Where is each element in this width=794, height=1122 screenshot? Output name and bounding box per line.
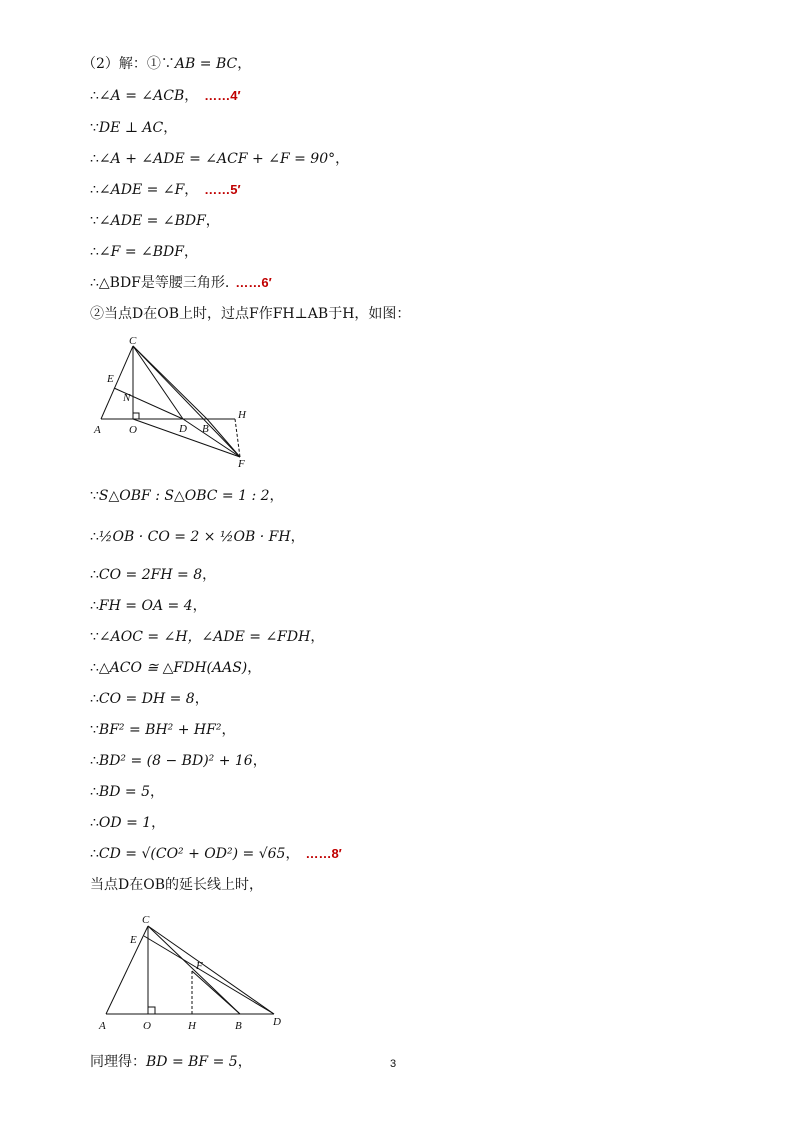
point-label: H [238, 409, 246, 421]
line-15: ∴△ACO ≅ △FDH(AAS)， [90, 660, 262, 676]
figure-1-labels [93, 335, 247, 470]
point-label: A [99, 1020, 106, 1032]
line-6: ∵∠ADE = ∠BDF， [90, 213, 220, 229]
point-label: D [179, 423, 187, 435]
line-17: ∵BF² = BH² + HF²， [90, 722, 236, 738]
line-13: ∴FH = OA = 4， [90, 598, 207, 614]
line-16: ∴CO = DH = 8， [90, 691, 209, 707]
line-21: ∴CD = √(CO² + OD²) = √65， ……8′ [90, 846, 342, 862]
score-mark: ……5′ [204, 182, 241, 197]
line-12: ∴CO = 2FH = 8， [90, 567, 217, 583]
point-label: H [188, 1020, 196, 1032]
line-4: ∴∠A + ∠ADE = ∠ACF + ∠F = 90°， [90, 151, 350, 167]
point-label: O [143, 1020, 151, 1032]
line-8: ∴△BDF是等腰三角形. ……6′ [90, 275, 272, 291]
line-5: ∴∠ADE = ∠F， ……5′ [90, 182, 241, 198]
point-label: B [235, 1020, 242, 1032]
page-number: 3 [390, 1058, 397, 1070]
line-7: ∴∠F = ∠BDF， [90, 244, 198, 260]
line-11: ∴½OB · CO = 2 × ½OB · FH， [90, 529, 305, 545]
line-20: ∴OD = 1， [90, 815, 166, 831]
geometry-figure-1 [85, 335, 265, 470]
point-label: E [107, 373, 114, 385]
line-3: ∵DE ⊥ AC， [90, 120, 178, 136]
score-mark: ……8′ [305, 846, 342, 861]
point-label: A [94, 424, 101, 436]
point-label: O [129, 424, 137, 436]
line-1: （2）解：①∵AB = BC， [82, 56, 252, 72]
score-mark: ……4′ [204, 88, 241, 103]
line-22: 当点D在OB的延长线上时， [90, 877, 263, 893]
point-label: C [142, 914, 150, 926]
point-label: B [202, 423, 209, 435]
score-mark: ……6′ [235, 275, 272, 290]
line-2: ∴∠A = ∠ACB， ……4′ [90, 88, 241, 104]
line-9: ②当点D在OB上时，过点F作FH⊥AB于H，如图： [90, 306, 411, 322]
line-18: ∴BD² = (8 − BD)² + 16， [90, 753, 267, 769]
point-label: D [273, 1016, 281, 1028]
point-label: F [196, 960, 203, 972]
line-14: ∵∠AOC = ∠H，∠ADE = ∠FDH， [90, 629, 325, 645]
point-label: E [130, 934, 137, 946]
point-label: N [123, 392, 131, 404]
point-label: F [238, 458, 245, 470]
line-23: 同理得：BD = BF = 5， [90, 1054, 252, 1070]
line-19: ∴BD = 5， [90, 784, 164, 800]
geometry-figure-2 [92, 908, 322, 1038]
point-label: C [129, 335, 137, 347]
line-10: ∵S△OBF : S△OBC = 1 : 2， [90, 488, 284, 504]
